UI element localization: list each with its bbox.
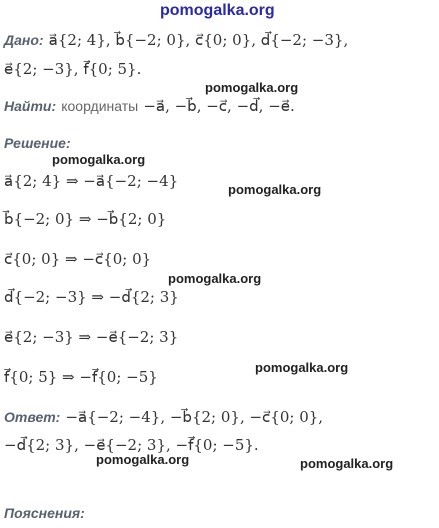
answer-vectors-2: −d⃗{2; 3}, −e⃗{−2; 3}, −f⃗{0; −5}. (4, 436, 259, 454)
given-line-1 (4, 30, 348, 49)
watermark: pomogalka.org (300, 456, 394, 471)
find-line (4, 96, 295, 115)
watermark: pomogalka.org (96, 452, 190, 467)
solution-row: b⃗{−2; 0} ⇒ −b⃗{2; 0} (4, 210, 167, 228)
watermark-top: pomogalka.org (160, 2, 275, 19)
solution-row: d⃗{−2; −3} ⇒ −d⃗{2; 3} (4, 288, 179, 306)
solution-row: c⃗{0; 0} ⇒ −c⃗{0; 0} (4, 250, 152, 268)
find-label: Найти: (4, 98, 57, 114)
given-label: Дано: (4, 32, 44, 48)
watermark: pomogalka.org (228, 182, 322, 197)
solution-label: Решение: (4, 135, 71, 151)
solution-row: a⃗{2; 4} ⇒ −a⃗{−2; −4} (4, 172, 179, 190)
given-vectors-1: a⃗{2; 4}, b⃗{−2; 0}, c⃗{0; 0}, d⃗{−2; −3}, (48, 31, 349, 49)
answer-vectors-1: −a⃗{−2; −4}, −b⃗{2; 0}, −c⃗{0; 0}, (65, 408, 324, 426)
solution-row: f⃗{0; 5} ⇒ −f⃗{0; −5} (4, 368, 158, 386)
watermark: pomogalka.org (168, 271, 262, 286)
answer-line-1 (4, 407, 323, 426)
find-vectors: −a⃗, −b⃗, −c⃗, −d⃗, −e⃗. (143, 97, 295, 115)
answer-label: Ответ: (4, 409, 61, 425)
solution-row: e⃗{2; −3} ⇒ −e⃗{−2; 3} (4, 328, 179, 346)
watermark: pomogalka.org (52, 152, 146, 167)
find-text: координаты (61, 98, 139, 114)
explanations-label: Пояснения: (4, 505, 85, 521)
given-vectors-2: e⃗{2; −3}, f⃗{0; 5}. (4, 60, 142, 78)
watermark: pomogalka.org (205, 80, 299, 95)
watermark: pomogalka.org (255, 360, 349, 375)
